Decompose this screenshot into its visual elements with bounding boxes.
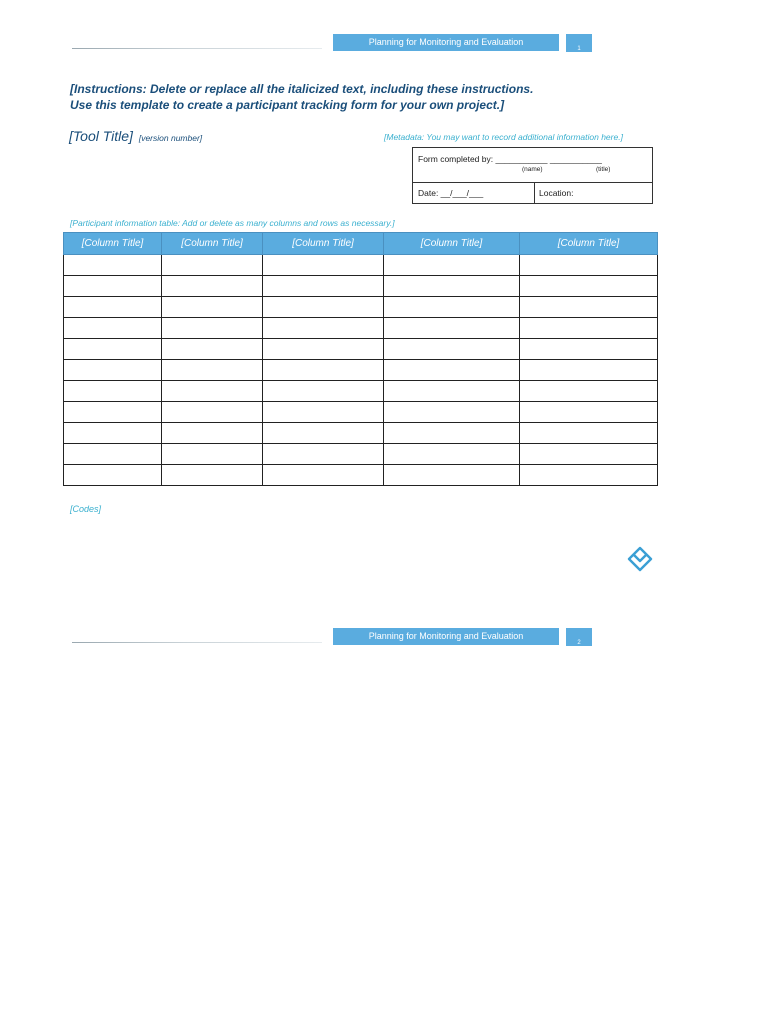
table-cell[interactable] — [64, 423, 162, 444]
table-cell[interactable] — [263, 402, 384, 423]
table-cell[interactable] — [263, 318, 384, 339]
table-cell[interactable] — [384, 402, 520, 423]
table-cell[interactable] — [520, 423, 658, 444]
title-caption: (title) — [596, 166, 611, 173]
table-cell[interactable] — [520, 402, 658, 423]
table-row — [64, 255, 658, 276]
table-cell[interactable] — [263, 423, 384, 444]
table-cell[interactable] — [384, 381, 520, 402]
table-cell[interactable] — [162, 276, 263, 297]
table-note: [Participant information table: Add or delete as many columns and rows as necessary.] — [70, 218, 395, 228]
column-header: [Column Title] — [64, 233, 162, 255]
table-cell[interactable] — [384, 339, 520, 360]
table-cell[interactable] — [263, 465, 384, 486]
instructions-line-1: [Instructions: Delete or replace all the italicized text, including these instructions. — [70, 82, 534, 96]
table-cell[interactable] — [162, 402, 263, 423]
table-cell[interactable] — [64, 381, 162, 402]
table-cell[interactable] — [64, 444, 162, 465]
table-cell[interactable] — [263, 339, 384, 360]
table-row — [64, 318, 658, 339]
table-cell[interactable] — [384, 255, 520, 276]
table-row — [64, 465, 658, 486]
table-cell[interactable] — [64, 255, 162, 276]
table-cell[interactable] — [520, 465, 658, 486]
metadata-box — [412, 147, 653, 204]
column-header: [Column Title] — [162, 233, 263, 255]
table-cell[interactable] — [64, 318, 162, 339]
table-cell[interactable] — [520, 297, 658, 318]
table-cell[interactable] — [64, 360, 162, 381]
instructions-line-2: Use this template to create a participant tracking form for your own project.] — [70, 98, 505, 112]
table-cell[interactable] — [384, 423, 520, 444]
table-cell[interactable] — [64, 465, 162, 486]
footer-header-rule — [72, 642, 322, 643]
table-cell[interactable] — [520, 318, 658, 339]
tool-title — [69, 128, 202, 144]
table-cell[interactable] — [384, 465, 520, 486]
header-page-number: 1 — [566, 34, 592, 52]
table-row — [64, 423, 658, 444]
column-header: [Column Title] — [520, 233, 658, 255]
header-title: Planning for Monitoring and Evaluation — [333, 34, 559, 51]
table-cell[interactable] — [162, 318, 263, 339]
table-cell[interactable] — [384, 360, 520, 381]
table-cell[interactable] — [263, 297, 384, 318]
version-number: [version number] — [138, 133, 203, 143]
table-row — [64, 402, 658, 423]
column-header: [Column Title] — [384, 233, 520, 255]
table-cell[interactable] — [162, 297, 263, 318]
table-cell[interactable] — [64, 297, 162, 318]
table-cell[interactable] — [384, 276, 520, 297]
heart-diamond-logo-icon — [626, 545, 654, 573]
table-row — [64, 444, 658, 465]
table-cell[interactable] — [520, 339, 658, 360]
table-row — [64, 360, 658, 381]
table-cell[interactable] — [64, 402, 162, 423]
metadata-top-row — [413, 148, 652, 183]
table-row — [64, 381, 658, 402]
table-cell[interactable] — [520, 381, 658, 402]
metadata-divider — [534, 182, 535, 204]
table-header-row — [64, 233, 658, 255]
column-header: [Column Title] — [263, 233, 384, 255]
table-cell[interactable] — [162, 465, 263, 486]
table-row — [64, 276, 658, 297]
table-cell[interactable] — [162, 339, 263, 360]
page2-header-page-number: 2 — [566, 628, 592, 646]
table-cell[interactable] — [384, 318, 520, 339]
table-body — [64, 255, 658, 486]
form-completed-by-field[interactable]: Form completed by: ___________ ___________ — [418, 154, 602, 164]
table-cell[interactable] — [263, 360, 384, 381]
table-cell[interactable] — [64, 339, 162, 360]
page2-header-title: Planning for Monitoring and Evaluation — [333, 628, 559, 645]
table-cell[interactable] — [64, 276, 162, 297]
table-row — [64, 339, 658, 360]
table-cell[interactable] — [162, 255, 263, 276]
name-caption: (name) — [522, 166, 543, 173]
participant-table — [63, 232, 658, 486]
table-cell[interactable] — [384, 444, 520, 465]
table-cell[interactable] — [384, 297, 520, 318]
table-cell[interactable] — [162, 444, 263, 465]
table-cell[interactable] — [520, 276, 658, 297]
metadata-note: [Metadata: You may want to record additional information here.] — [384, 132, 623, 142]
table-cell[interactable] — [263, 444, 384, 465]
instructions — [70, 81, 690, 113]
table-cell[interactable] — [263, 381, 384, 402]
date-field[interactable]: Date: __/___/___ — [418, 188, 484, 198]
table-cell[interactable] — [520, 360, 658, 381]
table-cell[interactable] — [162, 381, 263, 402]
header-rule — [72, 48, 322, 49]
table-cell[interactable] — [162, 423, 263, 444]
table-cell[interactable] — [263, 276, 384, 297]
table-cell[interactable] — [520, 444, 658, 465]
location-field[interactable]: Location: — [539, 188, 574, 198]
codes-note: [Codes] — [70, 504, 102, 514]
table-cell[interactable] — [263, 255, 384, 276]
table-cell[interactable] — [520, 255, 658, 276]
table-cell[interactable] — [162, 360, 263, 381]
table-row — [64, 297, 658, 318]
tool-title-text: [Tool Title] — [69, 128, 133, 144]
